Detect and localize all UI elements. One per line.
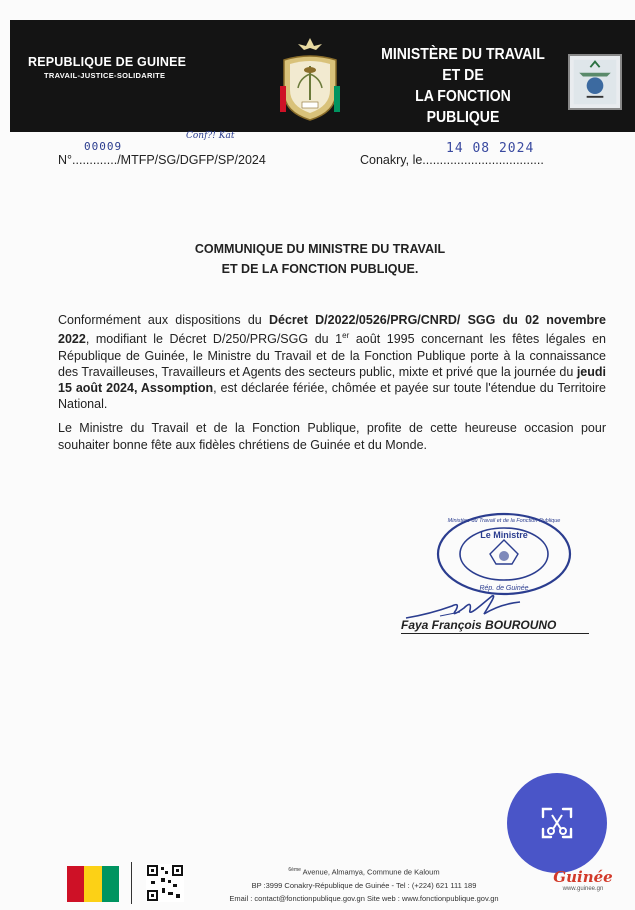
reference-number-stamp: 00009 [84, 140, 123, 153]
ordinal-superscript: er [342, 331, 350, 341]
date-stamp: 14 08 2024 [446, 141, 535, 156]
brand-site: www.guinee.gn [562, 886, 604, 892]
date-label: Conakry, le [360, 153, 423, 167]
ministry-logo-icon [568, 54, 622, 110]
date-dots: ................................... [422, 153, 544, 167]
footer-divider [131, 862, 132, 904]
brand-name: Guinée [553, 868, 613, 886]
ministry-title-line1: MINISTÈRE DU TRAVAIL ET DE [381, 46, 545, 84]
footer-line2: BP :3999 Conakry-République de Guinée - Tel : (+224) 621 111 189 [251, 880, 477, 890]
stamp-ring-text: Ministère du Travail et de la Fonction Publique [447, 518, 561, 524]
communique-title [120, 239, 520, 279]
guinea-flag [67, 866, 119, 902]
coat-of-arms-icon [270, 34, 350, 124]
body-text: Conformément aux dispositions du [58, 313, 269, 327]
ministry-title-line2: LA FONCTION PUBLIQUE [415, 88, 511, 126]
reference-line [58, 153, 266, 167]
communique-body [58, 312, 606, 461]
stamp-center-text: Le Ministre [480, 530, 528, 540]
ministry-title [379, 44, 546, 128]
stamp-bottom-text: Rép. de Guinée [479, 585, 529, 592]
reference-prefix: N°............. [58, 153, 118, 167]
body-paragraph-1 [58, 312, 606, 412]
footer-line3: Email : contact@fonctionpublique.gov.gn Site web : www.fonctionpublique.gov.gn [229, 893, 499, 903]
body-text: , est déclarée fériée, chômée et payée sur toute l'étendue du Territoire National. [58, 380, 607, 412]
reference-suffix: /MTFP/SG/DGFP/SP/2024 [117, 153, 266, 167]
communique-title-line1: COMMUNIQUE DU MINISTRE DU TRAVAIL [194, 242, 446, 256]
handwritten-note: Conf?! Kat [186, 131, 235, 141]
republic-motto: TRAVAIL-JUSTICE-SOLIDARITE [44, 71, 166, 80]
official-stamp [434, 510, 574, 598]
signatory-name: Faya François BOUROUNO [401, 618, 557, 632]
guinee-brand-logo [548, 868, 618, 892]
decree-reference: Décret D/2022/0526/PRG/CNRD/ SGG du 02 novembre 2022 [58, 313, 606, 347]
qr-code-icon [146, 864, 184, 902]
screenshot-scissors-button[interactable] [507, 773, 607, 873]
scissors-screenshot-icon [539, 805, 575, 841]
body-text: août 1995 concernant les fêtes légales en République de Guinée, le Ministre du Travail et de la Fonction Publique porte à la connaissance des Travailleuses, Travailleurs et Agents des secteurs public, mixte et privé que la journée du [58, 332, 606, 379]
date-line [360, 153, 544, 167]
footer-address [196, 864, 532, 905]
holiday-date: jeudi 15 août 2024, Assomption [58, 364, 606, 395]
footer-ordinal: 6ème [288, 867, 301, 873]
body-text: , modifiant le Décret D/250/PRG/SGG du 1 [85, 332, 343, 347]
footer-street: Avenue, Almamya, Commune de Kaloum [300, 867, 440, 877]
body-paragraph-2: Le Ministre du Travail et de la Fonction Publique, profite de cette heureuse occasion pour souhaiter bonne fête aux fidèles chrétiens de Guinée et du Monde. [58, 421, 606, 452]
signature-underline [401, 633, 589, 634]
communique-title-line2: ET DE LA FONCTION PUBLIQUE. [221, 262, 419, 276]
republic-title: REPUBLIQUE DE GUINEE [28, 55, 187, 69]
footer-line1 [196, 864, 532, 879]
